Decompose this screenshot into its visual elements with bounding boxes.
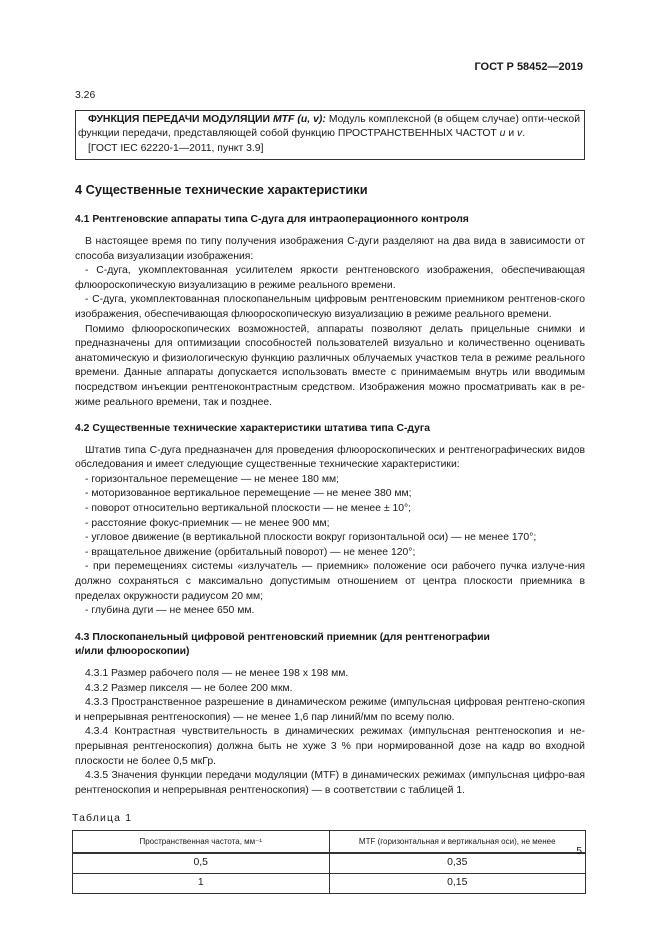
list-item: 4.3.2 Размер пикселя — не более 200 мкм.: [85, 682, 293, 694]
paragraph: - С-дуга, укомплектованная усилителем яркости рентгеновского изображения, обеспечивающая флюороскопическую визуализацию в режиме реального времени.: [75, 265, 585, 291]
list-item: 4.3.4 Контрастная чувствительность в динамических режимах (импульсная рентгеноскопия и не-прерывная рентгеноскопия) должна быть не хуже 3 % при нормированной дозе на кадр во входной плоскости не более 0,5 мкГр.: [75, 726, 585, 767]
section-4-1-title: 4.1 Рентгеновские аппараты типа С-дуга для интраоперационного контроля: [75, 214, 469, 226]
list-item: - расстояние фокус-приемник — не менее 900 мм;: [85, 517, 330, 529]
list-item: - при перемещениях системы «излучатель — приемник» положение оси рабочего пучка излуче-ния должно сохраняться с максимально допустимым отношением от центра плоскости приемника в пределах окружности радиусом 20 мм;: [75, 561, 585, 602]
list-item: 4.3.5 Значения функции передачи модуляции (MTF) в динамических режимах (импульсная цифро-вая рентгеноскопия и непрерывная рентгеноскопия) — в соответствии с таблицей 1.: [75, 770, 585, 796]
page-content: [72, 89, 585, 894]
section-4-3-title-line2: и/или флюороскопии): [75, 646, 190, 658]
section-4-3-title-line1: 4.3 Плоскопанельный цифровой рентгеновский приемник (для рентгенографии: [75, 631, 490, 643]
paragraph: Помимо флюороскопических возможностей, аппараты позволяют делать прицельные снимки и предназначены для оптимизации способностей пользователей визуально и количественно оценивать анатомическую и физиологическую функцию различных облучаемых участков тела в режиме реального времени. Данные аппараты допускается использовать вместе с принимаемым внутрь или вводимым посредством инъекции рентгеноконтрастным средством. Изображения можно просматривать как в ре-жиме реального времени, так и позднее.: [75, 323, 585, 408]
paragraph: - С-дуга, укомплектованная плоскопанельным цифровым рентгеновским приемником рентгенов-ского изображения, обеспечивающая флюороскопическую визуализацию в режиме реального времени.: [75, 294, 585, 320]
list-item: - глубина дуги — не менее 650 мм.: [85, 605, 255, 617]
term-definition: [78, 113, 580, 142]
term-reference: [ГОСТ IEC 62220-1—2011, пункт 3.9]: [88, 142, 264, 154]
table-cell: 0,35: [329, 853, 586, 874]
table-cell: 0,5: [73, 853, 330, 874]
table-caption: Таблица 1: [72, 813, 133, 825]
term-and: и: [505, 128, 518, 140]
paragraph: Штатив типа С-дуга предназначен для проведения флюороскопических и рентгенографических видов обследования и имеет следующие существенные технические характеристики:: [75, 444, 585, 471]
term-number: 3.26: [75, 90, 96, 101]
term-var-u: u: [499, 128, 506, 140]
table-row: [73, 873, 586, 893]
section-4-3-title: [75, 631, 585, 660]
table-cell: 0,15: [329, 873, 586, 893]
list-item: - моторизованное вертикальное перемещение — не менее 380 мм;: [85, 488, 412, 500]
list-item: 4.3.1 Размер рабочего поля — не менее 198 х 198 мм.: [85, 668, 349, 679]
table-header-cell: Пространственная частота, мм⁻¹: [73, 830, 330, 853]
document-code: ГОСТ Р 58452—2019: [474, 61, 583, 73]
table-row: [73, 853, 586, 874]
list-item: 4.3.3 Пространственное разрешение в динамическом режиме (импульсная цифровая рентгено-скопия и непрерывная рентгеноскопия) — не менее 1,6 пар линий/мм по всему полю.: [75, 697, 585, 723]
list-item: - горизонтальное перемещение — не менее 180 мм;: [85, 473, 340, 485]
paragraph: В настоящее время по типу получения изображения С-дуги разделяют на два вида в зависимости от способа визуализации изображения:: [75, 235, 585, 262]
term-var-v: v: [517, 128, 523, 140]
term-title: ФУНКЦИЯ ПЕРЕДАЧИ МОДУЛЯЦИИ: [88, 113, 270, 125]
table-1: [72, 830, 586, 894]
table-cell: 1: [73, 873, 330, 893]
section-4-2-title: 4.2 Существенные технические характеристики штатива типа С-дуга: [75, 423, 431, 435]
list-item: - угловое движение (в вертикальной плоскости вокруг горизонтальной оси) — не менее 170°;: [85, 532, 537, 544]
list-item: - вращательное движение (орбитальный поворот) — не менее 120°;: [85, 546, 416, 558]
section-4-title: 4 Существенные технические характеристики: [75, 182, 368, 198]
term-text-a: Модуль комплексной (в общем случае) опти-: [325, 113, 548, 125]
list-item: - поворот относительно вертикальной плоскости — не менее ± 10°;: [85, 503, 412, 515]
table-header-row: [73, 830, 586, 853]
term-text-b: ческой функции передачи, представляющей собой функцию ПРОСТРАНСТВЕННЫХ ЧАСТОТ: [78, 113, 580, 140]
table-header-cell: MTF (горизонтальная и вертикальная оси), не менее: [329, 830, 586, 853]
page-number: 5: [576, 846, 582, 857]
term-end: .: [522, 128, 526, 140]
term-symbol: MTF (u, v):: [273, 113, 326, 125]
term-definition-box: [75, 110, 585, 161]
